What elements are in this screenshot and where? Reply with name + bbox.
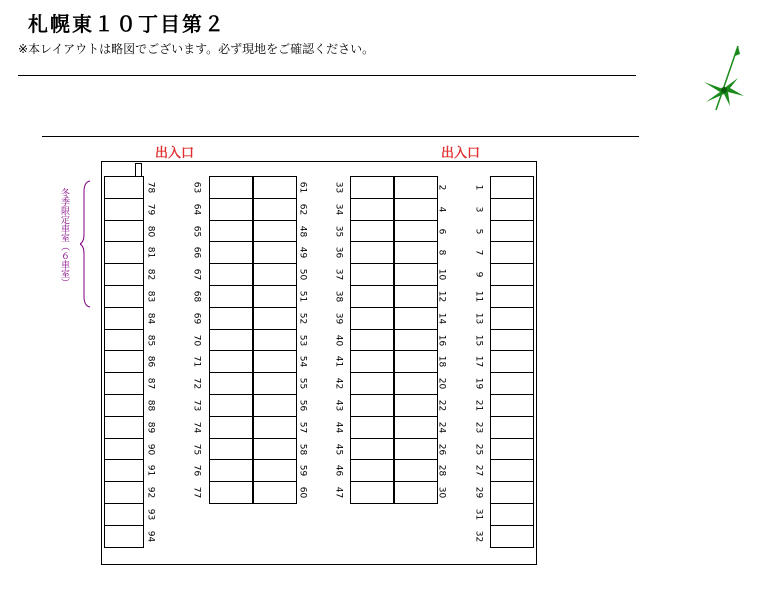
stall-number: 26 — [436, 443, 447, 455]
stall-number: 10 — [436, 268, 447, 281]
stall-number: 11 — [473, 290, 484, 303]
stall-number: 22 — [436, 399, 447, 412]
page-title: 札幌東１０丁目第２ — [28, 12, 226, 36]
parking-stall — [394, 307, 438, 330]
parking-stall — [104, 263, 144, 286]
parking-stall — [209, 481, 253, 504]
parking-stall — [350, 481, 394, 504]
north-compass-icon — [700, 42, 748, 112]
parking-stall — [253, 350, 297, 373]
stall-number: 81 — [145, 247, 156, 259]
parking-stall — [104, 350, 144, 373]
parking-stall — [394, 438, 438, 461]
stall-number: 39 — [333, 312, 344, 325]
parking-stall — [394, 350, 438, 373]
parking-stall — [104, 525, 144, 548]
stall-number: 51 — [297, 290, 308, 303]
parking-stall — [394, 241, 438, 264]
stall-number: 78 — [145, 181, 156, 194]
stall-number: 47 — [333, 486, 344, 499]
parking-stall — [253, 307, 297, 330]
parking-stall — [104, 459, 144, 482]
parking-stall — [490, 394, 534, 417]
parking-stall — [490, 329, 534, 352]
parking-stall — [209, 176, 253, 199]
parking-stall — [394, 220, 438, 243]
parking-stall — [209, 459, 253, 482]
stall-number: 42 — [333, 377, 344, 390]
parking-stall — [490, 438, 534, 461]
winter-brace — [80, 180, 92, 308]
stall-number: 43 — [333, 399, 344, 412]
stall-number: 23 — [473, 421, 484, 434]
parking-stall — [253, 372, 297, 395]
parking-stall — [490, 198, 534, 221]
stall-number: 77 — [191, 486, 202, 499]
stall-number: 71 — [191, 356, 202, 368]
parking-stall — [394, 329, 438, 352]
stall-number: 57 — [297, 421, 308, 434]
parking-stall — [394, 198, 438, 221]
stall-number: 63 — [191, 181, 202, 194]
parking-stall — [209, 394, 253, 417]
parking-stall — [209, 307, 253, 330]
parking-stall — [253, 329, 297, 352]
parking-stall — [490, 481, 534, 504]
parking-stall — [490, 263, 534, 286]
parking-stall — [253, 438, 297, 461]
winter-only-note: 冬季限定車室（６車室） — [59, 188, 69, 287]
stall-number: 55 — [297, 377, 308, 390]
parking-stall — [209, 372, 253, 395]
parking-stall — [253, 198, 297, 221]
stall-number: 60 — [297, 486, 308, 499]
parking-stall — [350, 198, 394, 221]
road-line-top — [18, 75, 636, 76]
stall-number: 58 — [297, 443, 308, 455]
parking-stall — [104, 438, 144, 461]
parking-stall — [394, 481, 438, 504]
parking-stall — [253, 220, 297, 243]
parking-stall — [104, 394, 144, 417]
parking-stall — [394, 176, 438, 199]
parking-lot-outline — [101, 161, 537, 565]
parking-stall — [394, 459, 438, 482]
stall-number: 67 — [191, 268, 202, 281]
stall-number: 17 — [473, 356, 484, 368]
stall-number: 70 — [191, 334, 202, 346]
stall-number: 93 — [145, 508, 156, 521]
parking-stall — [394, 263, 438, 286]
stall-number: 53 — [297, 334, 308, 346]
stall-number: 20 — [436, 377, 447, 390]
parking-stall — [350, 459, 394, 482]
parking-stall — [394, 372, 438, 395]
parking-stall — [209, 416, 253, 439]
stall-number: 3 — [473, 206, 484, 213]
stall-number: 41 — [333, 356, 344, 368]
stall-number: 9 — [473, 271, 484, 278]
stall-number: 28 — [436, 465, 447, 477]
stall-number: 48 — [297, 225, 308, 237]
parking-stall — [490, 241, 534, 264]
parking-stall — [253, 176, 297, 199]
stall-number: 19 — [473, 377, 484, 390]
stall-number: 49 — [297, 247, 308, 259]
stall-number: 74 — [191, 421, 202, 434]
parking-stall — [104, 307, 144, 330]
stall-number: 69 — [191, 312, 202, 325]
stall-number: 76 — [191, 465, 202, 477]
parking-stall — [350, 285, 394, 308]
parking-stall — [350, 241, 394, 264]
parking-stall — [253, 459, 297, 482]
stall-number: 8 — [436, 250, 447, 256]
stall-number: 54 — [297, 356, 308, 368]
parking-stall — [209, 285, 253, 308]
parking-stall — [209, 220, 253, 243]
stall-number: 52 — [297, 312, 308, 325]
stall-number: 18 — [436, 356, 447, 368]
parking-stall — [104, 481, 144, 504]
parking-stall — [253, 394, 297, 417]
parking-stall — [209, 198, 253, 221]
parking-stall — [394, 285, 438, 308]
stall-number: 7 — [473, 250, 484, 256]
parking-stall — [253, 416, 297, 439]
stall-number: 34 — [333, 203, 344, 216]
stall-number: 12 — [436, 290, 447, 303]
parking-stall — [104, 198, 144, 221]
stall-number: 5 — [473, 228, 484, 234]
stall-number: 90 — [145, 443, 156, 455]
stall-number: 15 — [473, 334, 484, 346]
stall-number: 84 — [145, 312, 156, 325]
parking-stall — [490, 350, 534, 373]
stall-number: 40 — [333, 334, 344, 346]
parking-stall — [253, 241, 297, 264]
stall-number: 68 — [191, 290, 202, 303]
parking-stall — [350, 220, 394, 243]
stall-number: 91 — [145, 465, 156, 477]
parking-stall — [209, 263, 253, 286]
parking-stall — [350, 176, 394, 199]
parking-stall — [209, 438, 253, 461]
entrance-label-left: 出入口 — [155, 146, 195, 161]
stall-number: 62 — [297, 203, 308, 216]
stall-number: 82 — [145, 268, 156, 281]
stall-number: 80 — [145, 225, 156, 237]
stall-number: 45 — [333, 443, 344, 455]
stall-number: 79 — [145, 203, 156, 216]
stall-number: 75 — [191, 443, 202, 455]
parking-stall — [209, 241, 253, 264]
parking-stall — [350, 416, 394, 439]
stall-number: 30 — [436, 486, 447, 499]
stall-number: 16 — [436, 334, 447, 346]
parking-stall — [490, 525, 534, 548]
parking-stall — [350, 329, 394, 352]
stall-number: 25 — [473, 443, 484, 455]
parking-stall — [350, 394, 394, 417]
parking-stall — [104, 241, 144, 264]
parking-stall — [490, 416, 534, 439]
lot-gate-marker — [135, 163, 142, 177]
stall-number: 29 — [473, 486, 484, 499]
parking-stall — [394, 394, 438, 417]
stall-number: 61 — [297, 181, 308, 194]
stall-number: 56 — [297, 399, 308, 412]
parking-stall — [490, 176, 534, 199]
stall-number: 92 — [145, 486, 156, 499]
parking-stall — [253, 285, 297, 308]
stall-number: 85 — [145, 334, 156, 346]
stall-number: 4 — [436, 206, 447, 213]
stall-number: 21 — [473, 399, 484, 412]
entrance-label-right: 出入口 — [441, 146, 481, 161]
stall-number: 1 — [473, 184, 484, 191]
parking-stall — [490, 285, 534, 308]
stall-number: 36 — [333, 247, 344, 259]
stall-number: 33 — [333, 181, 344, 194]
stall-number: 38 — [333, 290, 344, 303]
stall-number: 35 — [333, 225, 344, 237]
stall-number: 50 — [297, 268, 308, 281]
parking-stall — [394, 416, 438, 439]
stall-number: 87 — [145, 377, 156, 390]
parking-stall — [209, 350, 253, 373]
parking-stall — [490, 372, 534, 395]
parking-stall — [104, 176, 144, 199]
parking-stall — [350, 350, 394, 373]
stall-number: 83 — [145, 290, 156, 303]
parking-stall — [104, 416, 144, 439]
parking-stall — [209, 329, 253, 352]
stall-number: 46 — [333, 465, 344, 477]
parking-stall — [104, 329, 144, 352]
parking-stall — [490, 220, 534, 243]
stall-number: 6 — [436, 228, 447, 234]
stall-number: 14 — [436, 312, 447, 325]
stall-number: 94 — [145, 530, 156, 543]
stall-number: 27 — [473, 465, 484, 477]
stall-number: 88 — [145, 399, 156, 412]
stall-number: 86 — [145, 356, 156, 368]
parking-stall — [104, 372, 144, 395]
parking-stall — [490, 459, 534, 482]
stall-number: 37 — [333, 268, 344, 281]
parking-stall — [253, 481, 297, 504]
stall-number: 31 — [473, 508, 484, 521]
stall-number: 32 — [473, 530, 484, 543]
stall-number: 64 — [191, 203, 202, 216]
stall-number: 66 — [191, 247, 202, 259]
stall-number: 24 — [436, 421, 447, 434]
parking-stall — [350, 438, 394, 461]
parking-stall — [104, 503, 144, 526]
stall-number: 2 — [436, 184, 447, 191]
parking-stall — [104, 285, 144, 308]
stall-number: 13 — [473, 312, 484, 325]
parking-stall — [490, 503, 534, 526]
parking-stall — [253, 263, 297, 286]
stall-number: 44 — [333, 421, 344, 434]
parking-stall — [104, 220, 144, 243]
disclaimer-note: ※本レイアウトは略図でございます。必ず現地をご確認ください。 — [18, 42, 375, 56]
road-line-bottom — [42, 136, 639, 137]
parking-stall — [350, 263, 394, 286]
stall-number: 72 — [191, 377, 202, 390]
stall-number: 73 — [191, 399, 202, 412]
stall-number: 59 — [297, 465, 308, 477]
parking-stall — [350, 372, 394, 395]
stall-number: 89 — [145, 421, 156, 434]
parking-stall — [350, 307, 394, 330]
stall-number: 65 — [191, 225, 202, 237]
parking-stall — [490, 307, 534, 330]
